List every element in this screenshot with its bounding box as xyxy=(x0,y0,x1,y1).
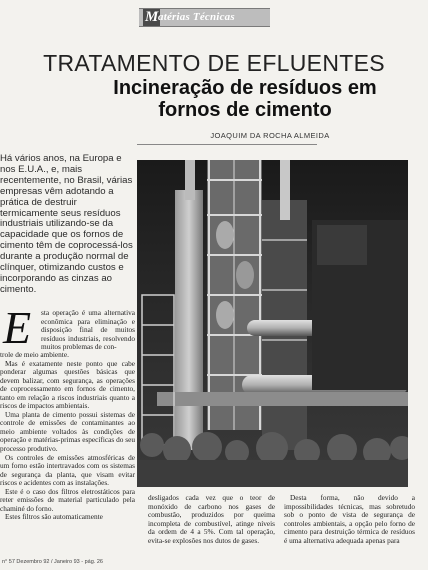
body-column-2: desligados cada vez que o teor de monóxido de carbono nos gases de combustão, produzidos por queima incompleta de combustível, atinge níveis da ordem de 4 a 5%. Com tal operação, evita-se explosões nos dutos de gases. xyxy=(148,493,275,545)
page-footer: n° 57 Dezembro 92 / Janeiro 93 - pág. 26 xyxy=(2,559,103,565)
byline-divider xyxy=(137,144,317,145)
author-byline: JOAQUIM DA ROCHA ALMEIDA xyxy=(210,131,330,140)
section-tag xyxy=(139,8,270,27)
body-paragraph-4: Os controles de emissões atmosféricas de um forno estão intertravados com os sistemas de segurança da planta, que visam evitar riscos e acidentes com as instalações. xyxy=(0,452,135,488)
body-paragraph-3: Uma planta de cimento possui sistemas de controle de emissões de contaminantes ao meio ambiente voltados às condições de operação e matérias-primas específicas do seu processo produtivo. xyxy=(0,409,135,454)
article-title: Incineração de resíduos em fornos de cimento xyxy=(113,77,377,121)
body-paragraph-6: Estes filtros são automaticamente xyxy=(5,512,103,522)
lead-paragraph: Há vários anos, na Europa e nos E.U.A., e, mais recentemente, no Brasil, várias empresas vêm adotando a prática de destruir termicamente seus resíduos industriais utilizando-se da capacidade que os fornos de cimento têm de coprocessá-los durante a produção normal de clínquer, otimizando custos e incorporando as cinzas ao cimento. xyxy=(0,153,133,295)
section-tag-initial: M xyxy=(145,9,159,25)
body-paragraph-1-start: sta operação é uma alternativa econômica para eliminação e disposição final de muitos resíduos industriais, resolvendo muitos problemas de con- xyxy=(41,308,135,352)
body-column-3: Desta forma, não devido a impossibilidades técnicas, mas sobretudo sob o ponto de vista de segurança de controles ambientais, a opção pelo forno de cimento para destruição térmica de resíduos é uma alternativa adequada apenas para xyxy=(284,493,415,545)
body-paragraph-2: Mas é exatamente neste ponto que cabe ponderar algumas questões básicas que devem balizar, com segurança, as operações de coprocessamento em fornos de cimento, tanto em relação a riscos industriais quanto a riscos de impactos ambientais. xyxy=(0,358,135,411)
article-heading: TRATAMENTO DE EFLUENTES xyxy=(43,50,385,76)
section-tag-label: atérias Técnicas xyxy=(158,11,235,23)
body-column-1 xyxy=(0,351,135,522)
cement-plant-photo xyxy=(137,160,408,487)
body-paragraph-5: Este é o caso dos filtros eletrostáticos para reter emissões de material particulado pela chaminé do forno. xyxy=(0,486,135,513)
body-paragraph-1-end: trole de meio ambiente. xyxy=(0,350,69,359)
drop-cap: E xyxy=(3,302,32,353)
